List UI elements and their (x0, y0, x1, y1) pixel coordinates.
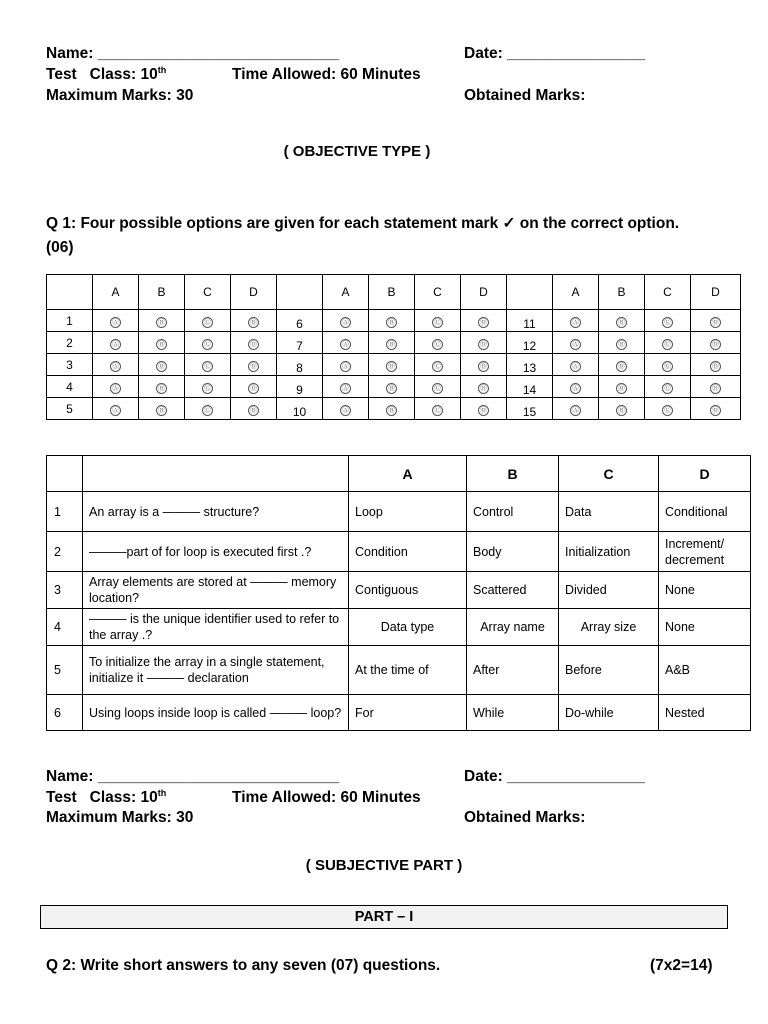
answer-grid (46, 274, 741, 420)
mcq-option-a: Contiguous (349, 572, 467, 609)
mcq-option-c: Initialization (559, 532, 659, 572)
answer-number: 5 (47, 398, 93, 420)
mcq-table (46, 455, 751, 731)
name-label: Name: (46, 45, 94, 62)
bubble-icon[interactable]: Ⓐ (340, 317, 351, 328)
mcq-option-d: A&B (659, 646, 751, 695)
bubble-icon[interactable]: Ⓓ (478, 339, 489, 350)
bubble-icon[interactable]: Ⓑ (616, 383, 627, 394)
mcq-question-text: ———part of for loop is executed first .? (83, 532, 349, 572)
bubble-icon[interactable]: Ⓒ (202, 383, 213, 394)
answer-grid-header-letter: B (599, 275, 645, 310)
mcq-option-a: For (349, 695, 467, 731)
mcq-question-number: 3 (47, 572, 83, 609)
bubble-icon[interactable]: Ⓑ (616, 361, 627, 372)
answer-bubble-cell[interactable] (461, 332, 507, 354)
answer-bubble-cell[interactable] (553, 398, 599, 420)
answer-bubble-cell[interactable] (369, 376, 415, 398)
answer-grid-header-blank (47, 275, 93, 310)
bubble-icon[interactable]: Ⓑ (386, 339, 397, 350)
bubble-icon[interactable]: Ⓐ (340, 383, 351, 394)
answer-bubble-cell[interactable] (93, 376, 139, 398)
class-label: Class: 10 (89, 66, 158, 83)
max-marks: Maximum Marks: 30 (46, 87, 194, 104)
bubble-icon[interactable]: Ⓓ (710, 405, 721, 416)
answer-bubble-cell[interactable] (461, 398, 507, 420)
subjective-title: ( SUBJECTIVE PART ) (305, 857, 463, 874)
answer-number: 6 (277, 310, 323, 332)
answer-bubble-cell[interactable] (185, 398, 231, 420)
mcq-question-text: Array elements are stored at ——— memory location? (83, 572, 349, 609)
obtained-marks: Obtained Marks: (464, 87, 586, 104)
answer-bubble-cell[interactable] (415, 310, 461, 332)
mcq-header-option: A (349, 456, 467, 492)
bubble-icon[interactable]: Ⓒ (432, 405, 443, 416)
answer-bubble-cell[interactable] (553, 354, 599, 376)
answer-bubble-cell[interactable] (93, 354, 139, 376)
mcq-option-a: Data type (349, 609, 467, 646)
bubble-icon[interactable]: Ⓓ (478, 405, 489, 416)
mcq-row (47, 695, 751, 731)
mcq-option-d: Increment/ decrement (659, 532, 751, 572)
mcq-option-a: At the time of (349, 646, 467, 695)
mcq-option-b: Array name (467, 609, 559, 646)
class-label-2: Class: 10 (89, 789, 158, 806)
answer-grid-header-letter: B (139, 275, 185, 310)
answer-bubble-cell[interactable] (231, 354, 277, 376)
answer-number: 9 (277, 376, 323, 398)
mcq-header-row (47, 456, 751, 492)
answer-grid-header-letter: A (93, 275, 139, 310)
date-blank-2: ________________ (507, 768, 646, 785)
answer-bubble-cell[interactable] (645, 398, 691, 420)
mcq-option-a: Loop (349, 492, 467, 532)
answer-bubble-cell[interactable] (645, 310, 691, 332)
bubble-icon[interactable]: Ⓐ (570, 405, 581, 416)
q2-text: Q 2: Write short answers to any seven (07) questions. (46, 957, 441, 974)
mcq-option-b: Control (467, 492, 559, 532)
bubble-icon[interactable]: Ⓐ (110, 405, 121, 416)
mcq-question-number: 2 (47, 532, 83, 572)
bubble-icon[interactable]: Ⓒ (432, 383, 443, 394)
mcq-option-c: Before (559, 646, 659, 695)
mcq-question-text: To initialize the array in a single statement, initialize it ——— declaration (83, 646, 349, 695)
answer-bubble-cell[interactable] (93, 310, 139, 332)
bubble-icon[interactable]: Ⓐ (570, 317, 581, 328)
answer-bubble-cell[interactable] (369, 354, 415, 376)
bubble-icon[interactable]: Ⓓ (478, 361, 489, 372)
answer-bubble-cell[interactable] (461, 354, 507, 376)
answer-grid-header-letter: C (185, 275, 231, 310)
mcq-option-b: After (467, 646, 559, 695)
name-label-2: Name: (46, 768, 94, 785)
mcq-header-blank (83, 456, 349, 492)
answer-bubble-cell[interactable] (599, 376, 645, 398)
bubble-icon[interactable]: Ⓒ (202, 317, 213, 328)
class-superscript-2: th (157, 787, 167, 798)
answer-bubble-cell[interactable] (323, 376, 369, 398)
answer-bubble-cell[interactable] (231, 376, 277, 398)
answer-bubble-cell[interactable] (93, 398, 139, 420)
answer-bubble-cell[interactable] (139, 332, 185, 354)
bubble-icon[interactable]: Ⓑ (156, 405, 167, 416)
mcq-question-number: 4 (47, 609, 83, 646)
bubble-icon[interactable]: Ⓐ (570, 361, 581, 372)
bubble-icon[interactable]: Ⓒ (432, 317, 443, 328)
bubble-icon[interactable]: Ⓓ (710, 339, 721, 350)
mcq-header-option: B (467, 456, 559, 492)
q1-marks: (06) (46, 239, 74, 256)
mcq-option-b: While (467, 695, 559, 731)
time-allowed: Time Allowed: 60 Minutes (232, 66, 421, 83)
answer-bubble-cell[interactable] (185, 332, 231, 354)
mcq-row (47, 609, 751, 646)
answer-bubble-cell[interactable] (415, 398, 461, 420)
answer-bubble-cell[interactable] (691, 332, 741, 354)
mcq-question-number: 1 (47, 492, 83, 532)
bubble-icon[interactable]: Ⓑ (386, 383, 397, 394)
bubble-icon[interactable]: Ⓓ (248, 405, 259, 416)
answer-bubble-cell[interactable] (645, 376, 691, 398)
mcq-option-a: Condition (349, 532, 467, 572)
name-blank: ____________________________ (97, 45, 340, 62)
mcq-question-number: 5 (47, 646, 83, 695)
bubble-icon[interactable]: Ⓓ (478, 383, 489, 394)
answer-grid-header-letter: C (645, 275, 691, 310)
test-class-line-2 (46, 788, 166, 808)
answer-bubble-cell[interactable] (645, 354, 691, 376)
answer-bubble-cell[interactable] (691, 398, 741, 420)
answer-bubble-cell[interactable] (323, 310, 369, 332)
mcq-header-option: D (659, 456, 751, 492)
answer-grid-header-letter: C (415, 275, 461, 310)
answer-grid-header-letter: B (369, 275, 415, 310)
answer-grid-header-letter: D (461, 275, 507, 310)
bubble-icon[interactable]: Ⓑ (156, 339, 167, 350)
mcq-option-d: Conditional (659, 492, 751, 532)
date-field (464, 44, 645, 64)
test-label-2: Test (46, 789, 77, 806)
mcq-row (47, 492, 751, 532)
mcq-option-c: Array size (559, 609, 659, 646)
bubble-icon[interactable]: Ⓑ (386, 317, 397, 328)
answer-grid-row (47, 332, 741, 354)
answer-bubble-cell[interactable] (691, 376, 741, 398)
bubble-icon[interactable]: Ⓐ (110, 339, 121, 350)
answer-grid-header-letter: A (323, 275, 369, 310)
mcq-row (47, 532, 751, 572)
answer-number: 11 (507, 310, 553, 332)
answer-number: 14 (507, 376, 553, 398)
answer-bubble-cell[interactable] (323, 332, 369, 354)
date-label: Date: (464, 45, 503, 62)
answer-bubble-cell[interactable] (553, 376, 599, 398)
bubble-icon[interactable]: Ⓒ (662, 383, 673, 394)
answer-number: 8 (277, 354, 323, 376)
answer-bubble-cell[interactable] (415, 376, 461, 398)
bubble-icon[interactable]: Ⓓ (478, 317, 489, 328)
answer-bubble-cell[interactable] (369, 332, 415, 354)
answer-bubble-cell[interactable] (139, 376, 185, 398)
class-superscript: th (157, 64, 167, 75)
answer-bubble-cell[interactable] (185, 376, 231, 398)
answer-number: 15 (507, 398, 553, 420)
answer-bubble-cell[interactable] (553, 310, 599, 332)
bubble-icon[interactable]: Ⓑ (616, 405, 627, 416)
mcq-option-d: None (659, 609, 751, 646)
bubble-icon[interactable]: Ⓓ (710, 361, 721, 372)
answer-bubble-cell[interactable] (553, 332, 599, 354)
answer-bubble-cell[interactable] (139, 398, 185, 420)
part1-title: PART – I (40, 905, 728, 929)
answer-bubble-cell[interactable] (369, 310, 415, 332)
answer-grid-header-blank (507, 275, 553, 310)
bubble-icon[interactable]: Ⓐ (110, 361, 121, 372)
mcq-header-blank (47, 456, 83, 492)
bubble-icon[interactable]: Ⓑ (386, 361, 397, 372)
mcq-header-option: C (559, 456, 659, 492)
bubble-icon[interactable]: Ⓑ (156, 361, 167, 372)
answer-grid-row (47, 376, 741, 398)
answer-bubble-cell[interactable] (231, 332, 277, 354)
max-marks-2: Maximum Marks: 30 (46, 809, 194, 826)
bubble-icon[interactable]: Ⓐ (340, 339, 351, 350)
answer-bubble-cell[interactable] (139, 310, 185, 332)
bubble-icon[interactable]: Ⓓ (710, 383, 721, 394)
answer-bubble-cell[interactable] (691, 310, 741, 332)
test-class-line (46, 65, 166, 85)
bubble-icon[interactable]: Ⓐ (570, 339, 581, 350)
answer-bubble-cell[interactable] (645, 332, 691, 354)
answer-bubble-cell[interactable] (93, 332, 139, 354)
answer-bubble-cell[interactable] (599, 310, 645, 332)
bubble-icon[interactable]: Ⓐ (570, 383, 581, 394)
bubble-icon[interactable]: Ⓐ (110, 383, 121, 394)
mcq-question-text: An array is a ——— structure? (83, 492, 349, 532)
bubble-icon[interactable]: Ⓑ (156, 317, 167, 328)
objective-title: ( OBJECTIVE TYPE ) (283, 143, 431, 160)
mcq-row (47, 572, 751, 609)
answer-bubble-cell[interactable] (369, 398, 415, 420)
answer-number: 2 (47, 332, 93, 354)
answer-grid-header-letter: A (553, 275, 599, 310)
answer-number: 7 (277, 332, 323, 354)
answer-bubble-cell[interactable] (599, 332, 645, 354)
bubble-icon[interactable]: Ⓒ (662, 405, 673, 416)
answer-grid-row (47, 354, 741, 376)
bubble-icon[interactable]: Ⓐ (340, 405, 351, 416)
bubble-icon[interactable]: Ⓑ (616, 339, 627, 350)
answer-grid-header-blank (277, 275, 323, 310)
bubble-icon[interactable]: Ⓒ (662, 339, 673, 350)
bubble-icon[interactable]: Ⓓ (248, 383, 259, 394)
mcq-row (47, 646, 751, 695)
q2-marks: (7x2=14) (650, 957, 713, 974)
bubble-icon[interactable]: Ⓒ (662, 361, 673, 372)
bubble-icon[interactable]: Ⓒ (202, 361, 213, 372)
answer-bubble-cell[interactable] (231, 310, 277, 332)
mcq-option-d: Nested (659, 695, 751, 731)
answer-number: 13 (507, 354, 553, 376)
answer-number: 1 (47, 310, 93, 332)
answer-number: 12 (507, 332, 553, 354)
bubble-icon[interactable]: Ⓑ (386, 405, 397, 416)
answer-bubble-cell[interactable] (691, 354, 741, 376)
mcq-question-text: Using loops inside loop is called ——— loop? (83, 695, 349, 731)
answer-bubble-cell[interactable] (461, 310, 507, 332)
q1-text: Q 1: Four possible options are given for each statement mark ✓ on the correct option. (46, 215, 680, 232)
mcq-question-text: ——— is the unique identifier used to refer to the array .? (83, 609, 349, 646)
bubble-icon[interactable]: Ⓒ (202, 405, 213, 416)
bubble-icon[interactable]: Ⓓ (248, 361, 259, 372)
bubble-icon[interactable]: Ⓒ (432, 361, 443, 372)
date-label-2: Date: (464, 768, 503, 785)
mcq-question-number: 6 (47, 695, 83, 731)
bubble-icon[interactable]: Ⓒ (202, 339, 213, 350)
answer-number: 4 (47, 376, 93, 398)
bubble-icon[interactable]: Ⓓ (248, 317, 259, 328)
answer-grid-row (47, 310, 741, 332)
answer-grid-header-letter: D (231, 275, 277, 310)
time-allowed-2: Time Allowed: 60 Minutes (232, 789, 421, 806)
mcq-option-b: Scattered (467, 572, 559, 609)
bubble-icon[interactable]: Ⓒ (432, 339, 443, 350)
mcq-option-d: None (659, 572, 751, 609)
date-blank: ________________ (507, 45, 646, 62)
answer-bubble-cell[interactable] (415, 354, 461, 376)
answer-bubble-cell[interactable] (415, 332, 461, 354)
bubble-icon[interactable]: Ⓓ (248, 339, 259, 350)
answer-number: 10 (277, 398, 323, 420)
answer-bubble-cell[interactable] (461, 376, 507, 398)
answer-bubble-cell[interactable] (323, 398, 369, 420)
test-label: Test (46, 66, 77, 83)
answer-bubble-cell[interactable] (599, 398, 645, 420)
name-blank-2: ____________________________ (97, 768, 340, 785)
bubble-icon[interactable]: Ⓒ (662, 317, 673, 328)
answer-bubble-cell[interactable] (139, 354, 185, 376)
mcq-option-b: Body (467, 532, 559, 572)
mcq-option-c: Do-while (559, 695, 659, 731)
mcq-option-c: Data (559, 492, 659, 532)
bubble-icon[interactable]: Ⓑ (616, 317, 627, 328)
mcq-option-c: Divided (559, 572, 659, 609)
bubble-icon[interactable]: Ⓐ (110, 317, 121, 328)
answer-grid-row (47, 398, 741, 420)
bubble-icon[interactable]: Ⓐ (340, 361, 351, 372)
obtained-marks-2: Obtained Marks: (464, 809, 586, 826)
answer-bubble-cell[interactable] (231, 398, 277, 420)
bubble-icon[interactable]: Ⓓ (710, 317, 721, 328)
answer-bubble-cell[interactable] (323, 354, 369, 376)
bubble-icon[interactable]: Ⓑ (156, 383, 167, 394)
name-field-2 (46, 767, 339, 787)
answer-grid-header-row (47, 275, 741, 310)
answer-grid-header-letter: D (691, 275, 741, 310)
answer-number: 3 (47, 354, 93, 376)
answer-bubble-cell[interactable] (185, 310, 231, 332)
date-field-2 (464, 767, 645, 787)
answer-bubble-cell[interactable] (185, 354, 231, 376)
name-field (46, 44, 339, 64)
answer-bubble-cell[interactable] (599, 354, 645, 376)
